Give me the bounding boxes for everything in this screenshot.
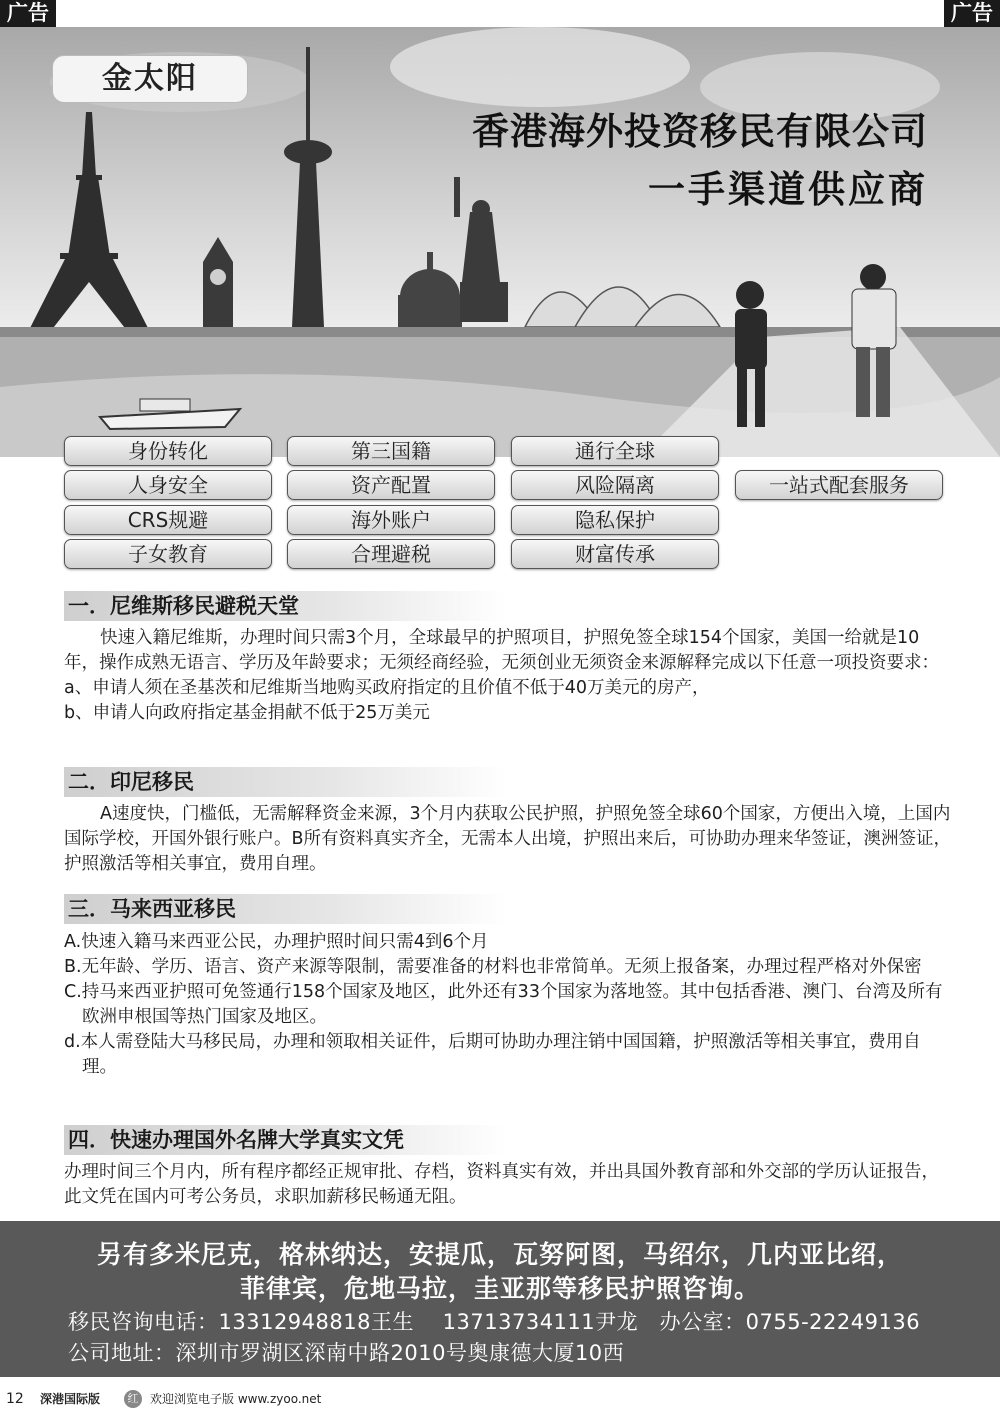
service-pill-third-nationality: 第三国籍 <box>287 436 495 466</box>
company-title: 香港海外投资移民有限公司 <box>472 110 928 153</box>
capitol-dome-icon <box>398 252 462 335</box>
contact-address: 公司地址：深圳市罗湖区深南中路2010号奥康德大厦10西 <box>68 1341 625 1365</box>
service-pill-overseas-account: 海外账户 <box>287 505 495 535</box>
section-paragraph: 办理时间三个月内，所有程序都经正规审批、存档，资料真实有效，并出具国外教育部和外交部的学历认证报告，此文凭在国内可考公务员，求职加薪移民畅通无阻。 <box>64 1162 939 1207</box>
service-pill-global-travel: 通行全球 <box>511 436 719 466</box>
section-heading-malaysia: 三．马来西亚移民 <box>64 894 508 924</box>
edition-badge-icon: 红 <box>124 1390 142 1408</box>
statue-of-liberty-icon <box>454 177 508 322</box>
section-heading-nevis: 一．尼维斯移民避税天堂 <box>64 591 508 621</box>
page-footer <box>0 1385 1000 1413</box>
section-paragraph: C.持马来西亚护照可免签通行158个国家及地区，此外还有33个国家为落地签。其中包括香港、澳门、台湾及所有欧洲申根国等热门国家及地区。 <box>64 982 943 1027</box>
section-paragraph: a、申请人须在圣基茨和尼维斯当地购买政府指定的且价值不低于40万美元的房产， <box>64 678 710 698</box>
service-pill-wealth: 财富传承 <box>511 539 719 569</box>
section-paragraph: A.快速入籍马来西亚公民，办理护照时间只需4到6个月 <box>64 932 489 952</box>
section-body-malaysia <box>64 930 954 1080</box>
service-pill-tax: 合理避税 <box>287 539 495 569</box>
contact-phone: 移民咨询电话：13312948818王生 13713734111尹龙 办公室：0755-22249136 <box>68 1310 921 1334</box>
eiffel-tower-icon <box>28 112 150 332</box>
service-pill-crs: CRS规避 <box>64 505 272 535</box>
hero-banner <box>0 27 1000 457</box>
service-pill-risk-isolation: 风险隔离 <box>511 470 719 500</box>
ad-tag-right: 广告 <box>944 0 1000 27</box>
service-pill-privacy: 隐私保护 <box>511 505 719 535</box>
ad-tag-left: 广告 <box>0 0 56 27</box>
service-pill-education: 子女教育 <box>64 539 272 569</box>
section-heading-indonesia: 二．印尼移民 <box>64 767 508 797</box>
page-number: 12 <box>6 1391 24 1407</box>
big-ben-icon <box>203 237 233 342</box>
more-countries-line-2: 菲律宾，危地马拉，圭亚那等移民护照咨询。 <box>239 1274 760 1303</box>
section-body-diploma <box>64 1160 954 1210</box>
edition-label: 深港国际版 <box>40 1392 101 1406</box>
section-paragraph: A速度快，门槛低，无需解释资金来源，3个月内获取公民护照，护照免签全球60个国家，方便出入境，上国内国际学校，开国外银行账户。B所有资料真实齐全，无需本人出境，护照出来后，可协助办理来华签证，澳洲签证，护照激活等相关事宜，费用自理。 <box>64 804 952 874</box>
section-paragraph: 快速入籍尼维斯，办理时间只需3个月，全球最早的护照项目，护照免签全球154个国家，美国一给就是10年，操作成熟无语言、学历及年龄要求；无须经商经验，无须创业无须资金来源解释完成以下任意一项投资要求： <box>64 628 939 673</box>
section-paragraph: B.无年龄、学历、语言、资产来源等限制，需要准备的材料也非常简单。无须上报备案，办理过程严格对外保密 <box>64 957 922 977</box>
section-body-indonesia <box>64 802 954 877</box>
service-pill-personal-safety: 人身安全 <box>64 470 272 500</box>
contact-band <box>0 1221 1000 1377</box>
more-countries-line-1: 另有多米尼克，格林纳达，安提瓜，瓦努阿图，马绍尔，几内亚比绍， <box>96 1240 903 1269</box>
service-pill-identity: 身份转化 <box>64 436 272 466</box>
section-heading-diploma: 四．快速办理国外名牌大学真实文凭 <box>64 1125 508 1155</box>
section-body-nevis <box>64 626 954 726</box>
service-pill-one-stop: 一站式配套服务 <box>735 470 943 500</box>
opera-house-icon <box>525 287 720 327</box>
section-paragraph: d.本人需登陆大马移民局，办理和领取相关证件，后期可协助办理注销中国国籍，护照激活等相关事宜，费用自理。 <box>64 1032 921 1077</box>
company-subtitle: 一手渠道供应商 <box>648 168 928 211</box>
footer-slogan: 欢迎浏览电子版 www.zyoo.net <box>150 1392 322 1406</box>
brand-badge: 金太阳 <box>52 55 248 103</box>
section-paragraph: b、申请人向政府指定基金捐献不低于25万美元 <box>64 703 430 723</box>
service-pill-asset-allocation: 资产配置 <box>287 470 495 500</box>
